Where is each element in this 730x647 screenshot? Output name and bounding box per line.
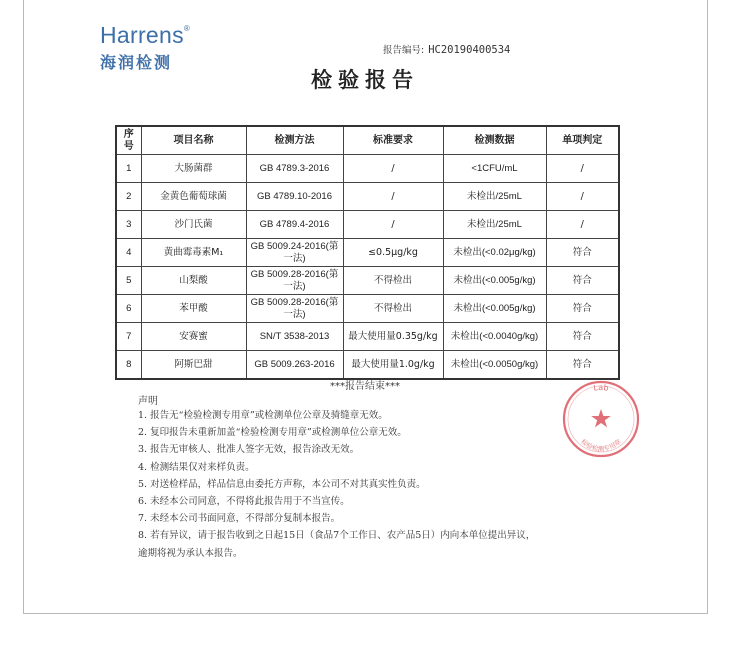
cell-index: 8: [116, 351, 141, 380]
cell-result: 未检出/25mL: [443, 211, 546, 239]
note-item: 逾期将视为承认本报告。: [138, 547, 243, 559]
col-header-verdict: 单项判定: [546, 126, 619, 155]
logo-text: Harrens: [100, 22, 184, 48]
notes-title: 声明: [138, 396, 158, 407]
cell-item: 安赛蜜: [141, 323, 246, 351]
brand-logo-cn: 海润检测: [100, 53, 173, 72]
cell-method: GB 5009.28-2016(第一法): [246, 267, 343, 295]
col-header-method: 检测方法: [246, 126, 343, 155]
report-number-label: 报告编号:: [383, 45, 425, 56]
cell-index: 4: [116, 239, 141, 267]
cell-result: 未检出(<0.005g/kg): [443, 295, 546, 323]
cell-verdict: 符合: [546, 267, 619, 295]
col-header-index: 序号: [116, 126, 141, 155]
cell-item: 沙门氏菌: [141, 211, 246, 239]
cell-index: 6: [116, 295, 141, 323]
notes-list: [138, 407, 535, 562]
report-end-mark: ***报告结束***: [330, 381, 400, 392]
cell-standard: /: [343, 155, 443, 183]
cell-item: 山梨酸: [141, 267, 246, 295]
report-number: [383, 42, 510, 56]
table-row: [116, 239, 619, 267]
cell-standard: 不得检出: [343, 267, 443, 295]
note-item: 5. 对送检样品，样品信息由委托方声称，本公司不对其真实性负责。: [138, 478, 426, 490]
col-header-standard: 标准要求: [343, 126, 443, 155]
official-seal-icon: [560, 378, 642, 460]
report-number-value: HC20190400534: [428, 44, 511, 56]
table-row: [116, 211, 619, 239]
note-item: 6. 未经本公司同意，不得将此报告用于不当宣传。: [138, 496, 350, 508]
cell-standard: /: [343, 211, 443, 239]
table-row: [116, 323, 619, 351]
cell-standard: ≤0.5μg/kg: [343, 239, 443, 267]
cell-verdict: /: [546, 211, 619, 239]
cell-index: 5: [116, 267, 141, 295]
seal-star-icon: [591, 409, 611, 427]
cell-item: 大肠菌群: [141, 155, 246, 183]
cell-result: 未检出(<0.0050g/kg): [443, 351, 546, 380]
cell-method: SN/T 3538-2013: [246, 323, 343, 351]
cell-item: 苯甲酸: [141, 295, 246, 323]
table-row: [116, 295, 619, 323]
cell-verdict: /: [546, 155, 619, 183]
table-row: [116, 155, 619, 183]
note-item: 7. 未经本公司书面同意，不得部分复制本报告。: [138, 513, 341, 525]
note-item: 8. 若有异议，请于报告收到之日起15日（食品7个工作日、农产品5日）内向本单位提出异议，: [138, 530, 536, 542]
note-item: 4. 检测结果仅对来样负责。: [138, 461, 255, 473]
cell-index: 2: [116, 183, 141, 211]
cell-item: 阿斯巴甜: [141, 351, 246, 380]
cell-verdict: 符合: [546, 239, 619, 267]
seal-text-top: Lab: [592, 382, 610, 393]
cell-item: 黄曲霉毒素M₁: [141, 239, 246, 267]
table-row: [116, 183, 619, 211]
cell-standard: 最大使用量1.0g/kg: [343, 351, 443, 380]
results-table: [115, 125, 620, 380]
cell-result: 未检出/25mL: [443, 183, 546, 211]
note-item: 1. 报告无“检验检测专用章”或检测单位公章及骑缝章无效。: [138, 410, 388, 421]
cell-verdict: 符合: [546, 323, 619, 351]
cell-verdict: 符合: [546, 351, 619, 380]
cell-standard: /: [343, 183, 443, 211]
cell-result: 未检出(<0.02μg/kg): [443, 239, 546, 267]
cell-method: GB 5009.24-2016(第一法): [246, 239, 343, 267]
registered-mark: ®: [183, 24, 191, 33]
cell-standard: 不得检出: [343, 295, 443, 323]
cell-result: 未检出(<0.0040g/kg): [443, 323, 546, 351]
cell-index: 1: [116, 155, 141, 183]
cell-method: GB 4789.3-2016: [246, 155, 343, 183]
cell-verdict: 符合: [546, 295, 619, 323]
cell-result: 未检出(<0.005g/kg): [443, 267, 546, 295]
cell-item: 金黄色葡萄球菌: [141, 183, 246, 211]
cell-index: 7: [116, 323, 141, 351]
cell-verdict: /: [546, 183, 619, 211]
cell-method: GB 4789.10-2016: [246, 183, 343, 211]
cell-method: GB 4789.4-2016: [246, 211, 343, 239]
page-title: 检验报告: [311, 68, 419, 92]
note-item: 2. 复印报告未重新加盖“检验检测专用章”或检测单位公章无效。: [138, 427, 407, 439]
table-header-row: [116, 126, 619, 155]
cell-method: GB 5009.28-2016(第一法): [246, 295, 343, 323]
seal-text-bottom: 检验检测专用章: [579, 437, 623, 453]
brand-logo: [100, 22, 190, 49]
col-header-result: 检测数据: [443, 126, 546, 155]
col-header-item: 项目名称: [141, 126, 246, 155]
table-row: [116, 267, 619, 295]
table-row: [116, 351, 619, 380]
cell-method: GB 5009.263-2016: [246, 351, 343, 380]
cell-result: <1CFU/mL: [443, 155, 546, 183]
cell-index: 3: [116, 211, 141, 239]
cell-standard: 最大使用量0.35g/kg: [343, 323, 443, 351]
note-item: 3. 报告无审核人、批准人签字无效，报告涂改无效。: [138, 444, 360, 456]
